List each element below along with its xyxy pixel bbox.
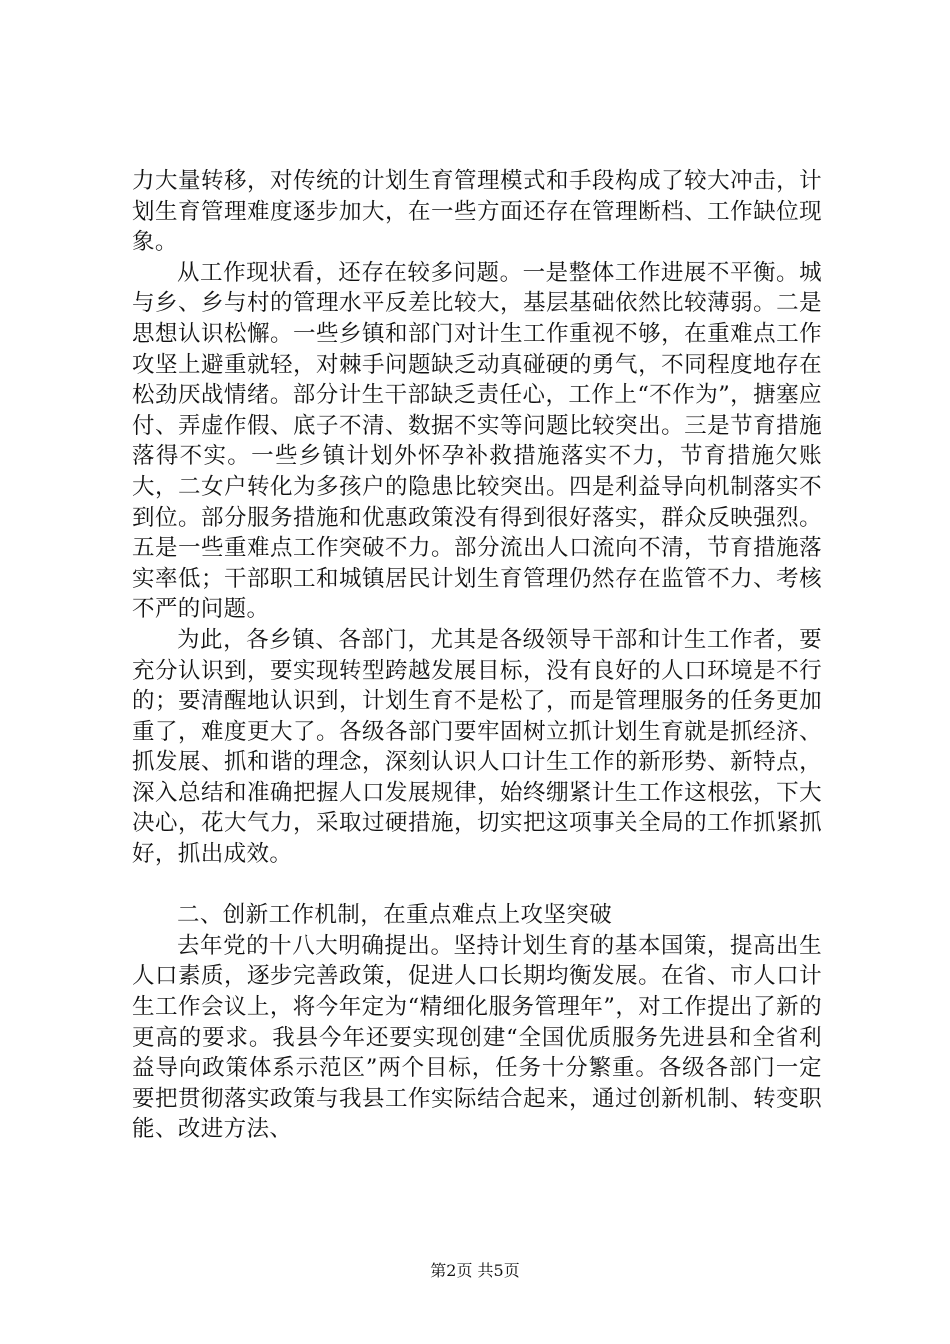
paragraph-awareness: 为此，各乡镇、各部门，尤其是各级领导干部和计生工作者，要充分认识到，要实现转型跨越发展目标，没有良好的人口环境是不行的；要清醒地认识到，计划生育不是松了，而是管理服务的任务更加重了，难度更大了。各级各部门要牢固树立抓计划生育就是抓经济、抓发展、抓和谐的理念，深刻认识人口计生工作的新形势、新特点，深入总结和准确把握人口发展规律，始终绷紧计生工作这根弦，下大决心，花大气力，采取过硬措施，切实把这项事关全局的工作抓紧抓好，抓出成效。 [132,626,822,868]
page-number-footer: 第2页 共5页 [430,1261,520,1280]
paragraph-spacer [132,870,822,901]
paragraph-section-two: 去年党的十八大明确提出。坚持计划生育的基本国策，提高出生人口素质，逐步完善政策，促进人口长期均衡发展。在省、市人口计生工作会议上，将今年定为“精细化服务管理年”，对工作提出了新的更高的要求。我县今年还要实现创建“全国优质服务先进县和全省利益导向政策体系示范区”两个目标，任务十分繁重。各级各部门一定要把贯彻落实政策与我县工作实际结合起来，通过创新机制、转变职能、改进方法、 [132,932,822,1143]
paragraph-current-problems: 从工作现状看，还存在较多问题。一是整体工作进展不平衡。城与乡、乡与村的管理水平反差比较大，基层基础依然比较薄弱。二是思想认识松懈。一些乡镇和部门对计生工作重视不够，在重难点工作攻坚上避重就轻，对棘手问题缺乏动真碰硬的勇气，不同程度地存在松劲厌战情绪。部分计生干部缺乏责任心，工作上“不作为”，搪塞应付、弄虚作假、底子不清、数据不实等问题比较突出。三是节育措施落得不实。一些乡镇计划外怀孕补救措施落实不力，节育措施欠账大，二女户转化为多孩户的隐患比较突出。四是利益导向机制落实不到位。部分服务措施和优惠政策没有得到很好落实，群众反映强烈。五是一些重难点工作突破不力。部分流出人口流向不清，节育措施落实率低；干部职工和城镇居民计划生育管理仍然存在监管不力、考核不严的问题。 [132,259,822,623]
paragraph-continuation: 力大量转移，对传统的计划生育管理模式和手段构成了较大冲击，计划生育管理难度逐步加大，在一些方面还存在管理断档、工作缺位现象。 [132,168,822,256]
section-heading: 二、创新工作机制，在重点难点上攻坚突破 [177,902,613,929]
document-body [132,166,822,1145]
